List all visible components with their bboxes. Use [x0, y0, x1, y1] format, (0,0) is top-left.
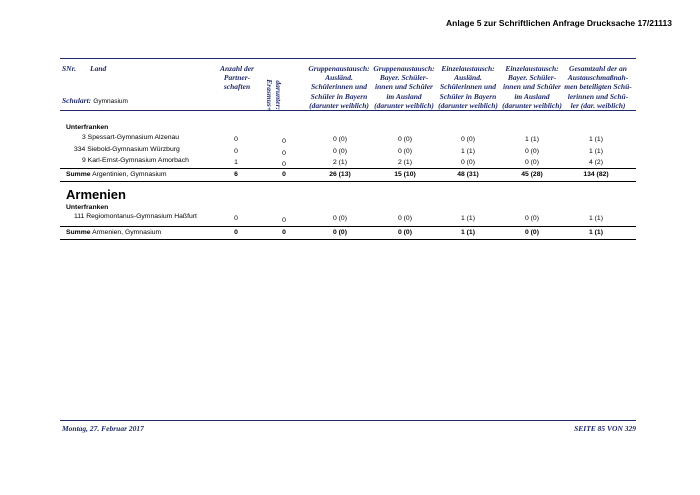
sum-partner: 0: [234, 229, 238, 236]
value-col3: 1 (1): [461, 215, 475, 222]
sum-col3: 1 (1): [461, 229, 475, 236]
document-reference: Anlage 5 zur Schriftlichen Anfrage Drucksache 17/21113: [446, 18, 672, 28]
schulart-value: Gymnasium: [93, 98, 128, 105]
sum-bottom-rule: [60, 239, 636, 240]
partner-count: 0: [234, 215, 238, 222]
value-col4: 0 (0): [525, 215, 539, 222]
sum-col4: 45 (28): [521, 171, 543, 178]
erasmus-count: 0: [282, 217, 286, 224]
header-col4: Einzelaustausch: Bayer. Schüler- innen und Schüler im Ausland (darunter weiblich): [502, 64, 562, 110]
header-schulart: [62, 96, 128, 105]
school-name: 111 Regiomontanus-Gymnasium Haßfurt: [74, 213, 197, 220]
footer-page-number: SEITE 85 VON 329: [574, 424, 636, 433]
partner-count: 0: [234, 136, 238, 143]
sum-partner: 6: [234, 171, 238, 178]
school-name: 9 Karl-Ernst-Gymnasium Amorbach: [82, 157, 189, 164]
header-erasmus: darunter: Erasmus+: [265, 79, 284, 112]
header-col3: Einzelaustausch: Ausländ. Schülerinnen und Schüler in Bayern (darunter weiblich): [438, 64, 498, 110]
header-snr: SNr.: [62, 64, 76, 73]
value-col5: 1 (1): [589, 136, 603, 143]
sum-col5: 1 (1): [589, 229, 603, 236]
header-col5: Gesamtzahl der an Austauschmaßnah- men beteiligten Schü- lerinnen und Schü- ler (dar. weiblich): [564, 64, 632, 110]
sum-top-rule: [60, 226, 636, 227]
sum-label: Summe: [66, 171, 91, 178]
erasmus-count: 0: [282, 138, 286, 145]
sum-erasmus: 0: [282, 229, 286, 236]
header-erasmus-wrap: [256, 72, 292, 112]
partner-count: 0: [234, 148, 238, 155]
sum-top-rule: [60, 168, 636, 169]
country-heading: Armenien: [66, 187, 126, 202]
value-col3: 1 (1): [461, 148, 475, 155]
value-col1: 2 (1): [333, 159, 347, 166]
sum-name: Armenien, Gymnasium: [92, 229, 162, 236]
school-name: 3 Spessart-Gymnasium Alzenau: [82, 134, 180, 141]
header-col1: Gruppenaustausch: Ausländ. Schülerinnen und Schüler in Bayern (darunter weiblich): [308, 64, 370, 110]
value-col5: 4 (2): [589, 159, 603, 166]
sum-bottom-rule: [60, 181, 636, 182]
value-col3: 0 (0): [461, 136, 475, 143]
value-col4: 1 (1): [525, 136, 539, 143]
value-col4: 0 (0): [525, 159, 539, 166]
value-col2: 2 (1): [398, 159, 412, 166]
value-col1: 0 (0): [333, 148, 347, 155]
header-bottom-rule: [60, 110, 636, 111]
sum-erasmus: 0: [282, 171, 286, 178]
value-col2: 0 (0): [398, 215, 412, 222]
header-top-rule: [60, 58, 636, 59]
sum-col1: 0 (0): [333, 229, 347, 236]
partner-count: 1: [234, 159, 238, 166]
sum-name: Argentinien, Gymnasium: [92, 171, 167, 178]
sum-label: Summe: [66, 229, 91, 236]
sum-col5: 134 (82): [583, 171, 609, 178]
header-col2: Gruppenaustausch: Bayer. Schüler- innen und Schüler im Ausland (darunter weiblich): [373, 64, 435, 110]
footer-rule: [60, 420, 636, 421]
value-col1: 0 (0): [333, 136, 347, 143]
sum-label-wrap: [66, 171, 167, 178]
schulart-label: Schulart:: [62, 96, 92, 105]
value-col2: 0 (0): [398, 148, 412, 155]
erasmus-count: 0: [282, 150, 286, 157]
sum-col2: 0 (0): [398, 229, 412, 236]
header-land: Land: [90, 64, 107, 73]
erasmus-count: 0: [282, 161, 286, 168]
region-label: Unterfranken: [66, 124, 109, 131]
value-col2: 0 (0): [398, 136, 412, 143]
value-col5: 1 (1): [589, 215, 603, 222]
sum-col3: 48 (31): [457, 171, 479, 178]
region-label: Unterfranken: [66, 204, 109, 211]
value-col1: 0 (0): [333, 215, 347, 222]
sum-col2: 15 (10): [394, 171, 416, 178]
value-col3: 0 (0): [461, 159, 475, 166]
sum-col1: 26 (13): [329, 171, 351, 178]
footer-date: Montag, 27. Februar 2017: [62, 424, 144, 433]
sum-label-wrap: [66, 229, 161, 236]
sum-col4: 0 (0): [525, 229, 539, 236]
value-col5: 1 (1): [589, 148, 603, 155]
value-col4: 0 (0): [525, 148, 539, 155]
header-partner: Anzahl der Partner- schaften: [220, 64, 254, 92]
school-name: 334 Siebold-Gymnasium Würzburg: [74, 146, 180, 153]
